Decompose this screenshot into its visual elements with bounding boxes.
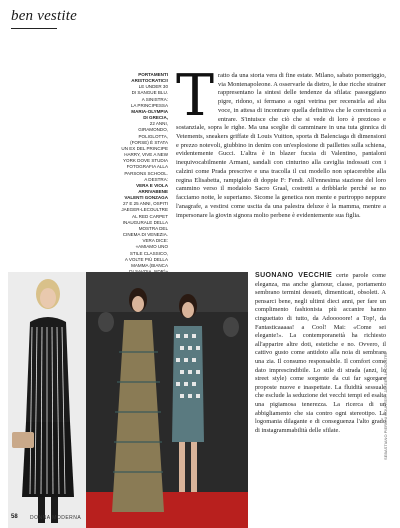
caption-line: AL RED CARPET xyxy=(132,213,168,219)
caption-line: ARRIVABENE xyxy=(138,188,168,194)
section-header-rule xyxy=(11,28,57,29)
caption-line: PORTAMENTI xyxy=(138,72,168,77)
sidebar-lead: SUONANO VECCHIE xyxy=(255,272,333,279)
article-body xyxy=(176,63,386,220)
caption-line: GIRAMONDO, xyxy=(138,127,168,133)
caption-line: VERA DICE: xyxy=(142,238,168,244)
photo-princess-illustration xyxy=(8,272,86,528)
photo-red-carpet xyxy=(86,272,248,528)
caption-line: YORK DOVE STUDIA xyxy=(123,158,168,164)
caption-line: FOTOGRAFIA ALLA xyxy=(126,164,168,170)
caption-line: STILE CLASSICO, xyxy=(129,250,168,256)
caption-line: INAUGURALE DELLA xyxy=(122,219,168,225)
caption-line: A SINISTRA: xyxy=(141,96,168,102)
caption-line: A VOLTE PIÙ DELLA xyxy=(124,256,168,262)
caption-line: MOSTRA DEL xyxy=(138,225,168,231)
article-text: ratto da una storia vera di fine estate. Milano, sabato pomeriggio, via Montenapoleone. A osservarle da dietro, le due ricche strainer rappresentano la sintesi delle tendenze da sfilata: passeggiano pigre, ridono, si fermano a ogni vetrina per recensirla ad alta voce, in attesa di incontrare quella definitiva che le convincerà a entrare. S'intuisce che ciò che si vede di loro è prezioso e sostanziale, sopra le righe. Ma una sceglie di camminare in una tuta ginnica di Vetements, sneakers griffate di Louis Vuitton, sporta di Balenciaga di dimensioni e prezzo notevoli, giubbino in denim con un'esplosione di paillettes sulla schiena, evidentemente Gucci. L'altra è in blazer fucsia di Valentino, pantaloni inequivocabilmente Armani, sandali con cinturino alla caviglia indossati con i calzini come Prada prescrive e una tracolla il cui modello non spiacerebbe alla regina Elisabetta, rampiglato di doppie F: Fendi. All'ennesima stazione del loro cammino verso il modaiolo Sacro Graal, costretti a dribblarle perché se no facciamo notte, le superiamo. Sicome la genetica non mente e purtroppo neppure l'anagrafe, a vestirsi come uscita da una palestra deluxe è la mamma, mentre a impersonare la giovin signora molto perbene è evidentemente sua figlia. xyxy=(176,72,386,219)
caption-line: VERA E VIOLA xyxy=(136,182,168,188)
caption-line: 22 ANNI, xyxy=(149,121,168,127)
photo-princess xyxy=(8,272,86,528)
caption-line: DI SANGUE BLU. xyxy=(131,90,168,96)
caption-line: ARISTOCRATICI! xyxy=(131,78,168,84)
photo-credit: SEBASTIANO PIERONI COURTESY JAEGER-LECOULTRE xyxy=(383,351,388,460)
caption-line: VALENTI GONZAGA xyxy=(124,195,168,201)
caption-line: JAEGER-LECOULTRE xyxy=(121,207,168,213)
dropcap: T xyxy=(176,63,215,129)
caption-line: MAMMA (BIANCA xyxy=(131,262,168,268)
magazine-brand: DONNA MODERNA xyxy=(30,515,82,521)
caption-line: A DESTRA: xyxy=(144,176,168,182)
caption-line: POLIGLOTTA, xyxy=(138,133,168,139)
caption-line: LE UNDER 30 xyxy=(138,84,168,90)
caption-line: DI GRECIA, xyxy=(143,115,168,121)
sidebar-text: certe parole come eleganza, ma anche glamour, classe, portamento sembrano termini desueti, dimenticati, obsoleti. A pensarci bene, negli ultimi dieci anni, per fare un complimento fashionista più accanire hanno cinguettato di tutto, da Adooooore! a Top!, da Fantasticaaaaa! a Cool! Mai: «Come sei elegante!». La contemporaneità ha richiesto all'apparire altre doti, estetiche e no. Ovvero, il cattivo gusto come antidoto alla noia di sembrare una zia. Il consumo responsabile. Il comfort come dato imprescindibile. Lo stile di strada (anzi, lo street style) come sorgente da cui far sgorgare proposte nuove e inaspettate. La fluidità sessuale che esclude la seduzione dei vecchi tempi ed esalta una pigiamosa tenerezza. La ricerca di un abbigliamento che sia contro ogni stereotipo. La logomania dilagante e di conseguenza l'alto grado di instagrammabilità delle sfilate. xyxy=(255,272,386,434)
caption-line: MARIA-OLYMPIA xyxy=(131,108,168,114)
caption-line: 27 E 25 ANNI, OSPITI xyxy=(123,201,168,207)
caption-line: «AMIAMO UNO xyxy=(135,244,168,250)
caption-line: (FORSE) È STATA xyxy=(130,139,168,145)
caption-line: PARSONS SCHOOL. xyxy=(124,170,168,176)
sidebar-article xyxy=(255,272,386,435)
caption-line: CINEMA DI VENEZIA. xyxy=(122,232,168,238)
caption-line: LA PRINCIPESSA xyxy=(130,102,168,108)
caption-line: UN EX DEL PRINCIPE xyxy=(121,145,168,151)
photo-red-carpet-illustration xyxy=(86,272,248,528)
photo-caption xyxy=(112,72,168,275)
section-header: ben vestite xyxy=(11,8,77,24)
caption-line: HARRY, VIVE A NEW xyxy=(124,152,168,158)
page-number: 58 xyxy=(11,514,18,520)
